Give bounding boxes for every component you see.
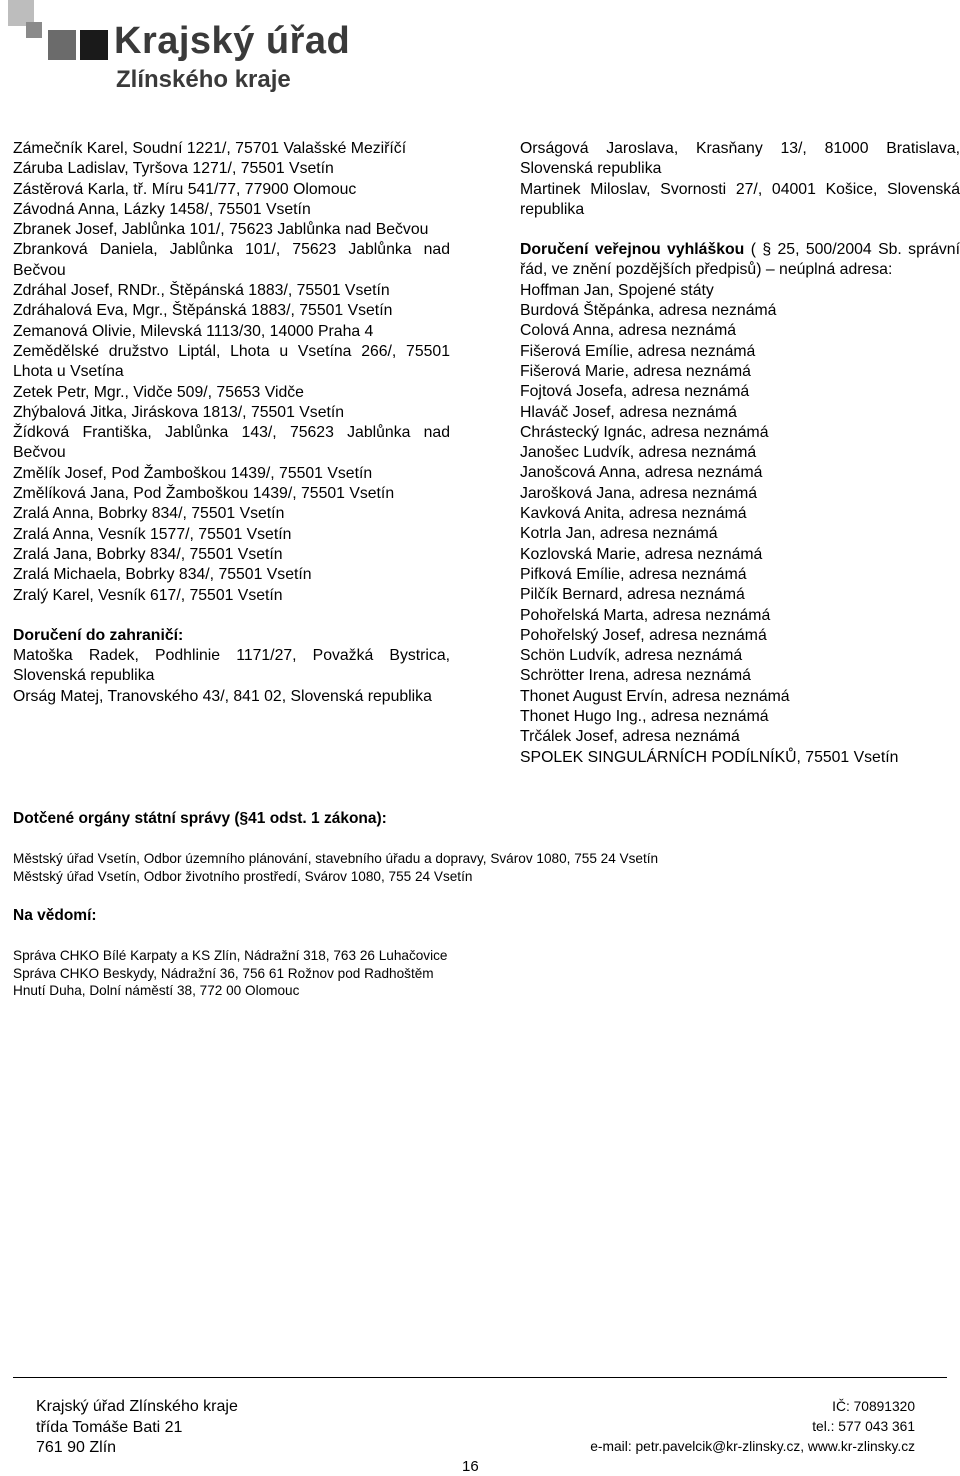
logo-square-mid [26,22,42,38]
organ-entry: Městský úřad Vsetín, Odbor životního prostředí, Svárov 1080, 755 24 Vsetín [13,868,473,884]
address-entry: Zhýbalová Jitka, Jiráskova 1813/, 75501 Vsetín [13,403,345,421]
notice-entry: Pohořelský Josef, adresa neznámá [520,626,767,644]
footer-phone: tel.: 577 043 361 [812,1419,915,1434]
notice-entry: Fišerová Marie, adresa neznámá [520,362,751,380]
footer-city: 761 90 Zlín [36,1439,117,1456]
address-entry: Žídková Františka, Jablůnka 143/, 75623 Jablůnka nad Bečvou [13,424,450,462]
logo-bar-left [48,30,76,60]
left-column [13,139,450,707]
notice-entry: Colová Anna, adresa neznámá [520,322,737,340]
notice-entry: Jarošková Jana, adresa neznámá [520,484,758,502]
footer-divider [13,1377,947,1378]
logo-subtitle: Zlínského kraje [116,66,291,93]
notice-entry: Hlaváč Josef, adresa neznámá [520,403,737,421]
footer-contact [590,1397,915,1457]
notice-entry: Pilčík Bernard, adresa neznámá [520,586,745,604]
address-entry: Zástěrová Karla, tř. Míru 541/77, 77900 Olomouc [13,180,357,198]
address-entry: Záruba Ladislav, Tyršova 1271/, 75501 Vsetín [13,160,334,178]
footer-street: třída Tomáše Bati 21 [36,1418,183,1436]
notice-entry: Pifková Emílie, adresa neznámá [520,565,747,583]
address-entry: Zralá Jana, Bobrky 834/, 75501 Vsetín [13,545,283,563]
address-entry: Zemanová Olivie, Milevská 1113/30, 14000 Praha 4 [13,322,374,340]
footer-email-web: e-mail: petr.pavelcik@kr-zlinsky.cz, www.kr-zlinsky.cz [590,1439,915,1454]
abroad-heading: Doručení do zahraničí: [13,626,184,644]
address-entry: Zbranková Daniela, Jablůnka 101/, 75623 Jablůnka nad Bečvou [13,241,450,279]
address-entry: Zdráhalová Eva, Mgr., Štěpánská 1883/, 75501 Vsetín [13,302,393,320]
notice-entry: Kozlovská Marie, adresa neznámá [520,545,763,563]
page-number: 16 [462,1458,479,1475]
notice-entry: Kotrla Jan, adresa neznámá [520,525,718,543]
logo-title: Krajský úřad [114,20,351,62]
address-entry: Zralá Michaela, Bobrky 834/, 75501 Vsetín [13,566,312,584]
address-entry: Zetek Petr, Mgr., Vidče 509/, 75653 Vidče [13,383,304,401]
notice-entry: Schön Ludvík, adresa neznámá [520,647,743,665]
address-entry: Martinek Miloslav, Svornosti 27/, 04001 Košice, Slovenská republika [520,180,960,218]
address-entry: Orságová Jaroslava, Krasňany 13/, 81000 Bratislava, Slovenská republika [520,140,960,178]
public-notice-text: ( § 25, 500/2004 Sb. správní řád, ve znění pozdějších předpisů) – neúplná adresa: [520,241,960,279]
notice-entry: Pohořelská Marta, adresa neznámá [520,606,771,624]
notice-entry: Thonet Hugo Ing., adresa neznámá [520,708,769,726]
logo [8,0,351,100]
address-entry: Zralý Karel, Vesník 617/, 75501 Vsetín [13,586,283,604]
notice-entry: Fojtová Josefa, adresa neznámá [520,383,750,401]
notice-entry: SPOLEK SINGULÁRNÍCH PODÍLNÍKŮ, 75501 Vsetín [520,748,899,766]
notice-entry: Kavková Anita, adresa neznámá [520,505,747,523]
vedomi-list [13,947,953,1000]
address-entry: Zemědělské družstvo Liptál, Lhota u Vsetína 266/, 75501 Lhota u Vsetína [13,342,450,381]
public-notice-intro [520,240,960,281]
address-entry: Zralá Anna, Vesník 1577/, 75501 Vsetín [13,525,292,543]
vedomi-entry: Hnutí Duha, Dolní náměstí 38, 772 00 Olomouc [13,983,300,998]
public-notice-heading: Doručení veřejnou vyhláškou [520,241,745,259]
address-entry: Změlíková Jana, Pod Žamboškou 1439/, 75501 Vsetín [13,485,395,503]
notice-entry: Schrötter Irena, adresa neznámá [520,667,751,685]
footer-org-name: Krajský úřad Zlínského kraje [36,1398,238,1415]
footer-ic: IČ: 70891320 [832,1399,915,1414]
address-entry: Zralá Anna, Bobrky 834/, 75501 Vsetín [13,505,285,523]
notice-entry: Thonet August Ervín, adresa neznámá [520,687,790,705]
address-entry: Závodná Anna, Lázky 1458/, 75501 Vsetín [13,200,311,218]
notice-entry: Fišerová Emílie, adresa neznámá [520,342,756,360]
notice-entry: Chrástecký Ignác, adresa neznámá [520,423,769,441]
organs-heading: Dotčené orgány státní správy (§41 odst. 1 zákona): [13,810,387,827]
address-entry: Zdráhal Josef, RNDr., Štěpánská 1883/, 75501 Vsetín [13,282,390,300]
footer-address [36,1397,238,1459]
vedomi-heading: Na vědomí: [13,907,97,924]
notice-entry: Burdová Štěpánka, adresa neznámá [520,302,777,320]
right-column [520,139,960,768]
address-entry: Změlík Josef, Pod Žamboškou 1439/, 75501 Vsetín [13,464,373,482]
logo-bar-right [80,30,108,60]
abroad-entry: Matoška Radek, Podhlinie 1171/27, Považká Bystrica, Slovenská republika [13,647,450,685]
vedomi-entry: Správa CHKO Bílé Karpaty a KS Zlín, Nádražní 318, 763 26 Luhačovice [13,948,448,963]
notice-entry: Trčálek Josef, adresa neznámá [520,728,740,746]
address-entry: Zbranek Josef, Jablůnka 101/, 75623 Jablůnka nad Bečvou [13,221,429,239]
notice-entry: Janošcová Anna, adresa neznámá [520,464,763,482]
vedomi-entry: Správa CHKO Beskydy, Nádražní 36, 756 61 Rožnov pod Radhoštěm [13,965,434,981]
notice-entry: Janošec Ludvík, adresa neznámá [520,444,757,462]
organs-list [13,850,953,885]
notice-entry: Hoffman Jan, Spojené státy [520,281,714,299]
organ-entry: Městský úřad Vsetín, Odbor územního plánování, stavebního úřadu a dopravy, Svárov 1080, 755 24 Vsetín [13,851,659,866]
address-entry: Zámečník Karel, Soudní 1221/, 75701 Valašské Meziříčí [13,140,407,157]
abroad-entry: Orság Matej, Tranovského 43/, 841 02, Slovenská republika [13,687,432,705]
